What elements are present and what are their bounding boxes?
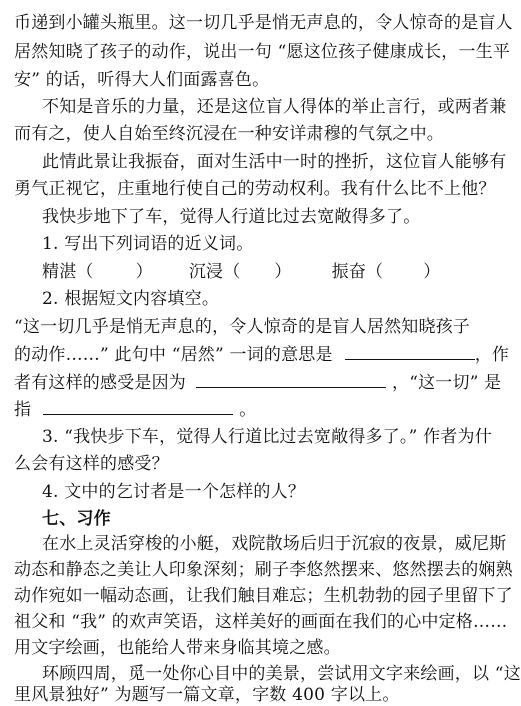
- paren-close-3: ）: [423, 262, 441, 282]
- question-4: 4. 文中的乞讨者是一个怎样的人？: [42, 482, 306, 502]
- passage-line-8: 我快步地下了车，觉得人行道比过去宽敞得多了。: [42, 207, 421, 227]
- passage-line-6: 此情此景让我振奋，面对生活中一时的挫折，这位盲人能够有: [42, 152, 507, 172]
- question-1: 1. 写出下列词语的近义词。: [42, 234, 254, 254]
- word-chenjin: 沉浸（: [188, 262, 241, 282]
- fill-blank-1[interactable]: [345, 343, 475, 360]
- section-7-para-2-line-2: 里风景独好” 为题写一篇文章，字数 400 字以上。: [14, 685, 400, 705]
- question-2: 2. 根据短文内容填空。: [42, 289, 220, 309]
- passage-line-1: 币递到小罐头瓶里。这一切几乎是悄无声息的，令人惊奇的是盲人: [14, 13, 513, 33]
- question-2-line-2: 的动作……” 此句中 “居然” 一词的意思是 ，作: [14, 345, 510, 365]
- section-7-para-1-line-3: 动作宛如一幅动态画，让我们触目难忘；生机勃勃的园子里留下了: [14, 586, 513, 606]
- paren-close-2: ）: [274, 262, 292, 282]
- passage-line-5: 而有之，使人自始至终沉浸在一种安详肃穆的气氛之中。: [14, 124, 444, 144]
- passage-line-7: 勇气正视它，庄重地行使自己的劳动权利。我有什么比不上他？: [14, 179, 496, 199]
- section-7-heading: 七、习作: [42, 509, 111, 529]
- passage-line-2: 居然知晓了孩子的动作，说出一句 “愿这位孩子健康成长，一生平: [14, 42, 511, 62]
- question-3-line-1: 3. “我快步下车，觉得人行道比过去宽敞得多了。” 作者为什: [42, 427, 492, 447]
- question-2-line-1: “这一切几乎是悄无声息的，令人惊奇的是盲人居然知晓孩子: [14, 317, 471, 337]
- question-2-line-4: 指 。: [14, 400, 257, 420]
- section-7-para-1-line-1: 在水上灵活穿梭的小艇，戏院散场后归于沉寂的夜景，威尼斯: [42, 534, 507, 554]
- synonym-row: [42, 261, 440, 283]
- question-3-line-2: 么会有这样的感受？: [14, 454, 169, 474]
- fill-blank-2[interactable]: [196, 371, 386, 388]
- word-zhenfen: 振奋（: [331, 262, 384, 282]
- paren-close-1: ）: [135, 262, 153, 282]
- section-7-para-1-line-5: 用文字绘画，也能给人带来身临其境之感。: [14, 638, 341, 658]
- passage-line-4: 不知是音乐的力量，还是这位盲人得体的举止言行，或两者兼: [42, 97, 507, 117]
- question-2-line-3: 者有这样的感受是因为 ，“这一切” 是: [14, 373, 502, 393]
- section-7-para-1-line-2: 动态和静态之美让人印象深刻；刷子李悠然摆来、悠然摆去的娴熟: [14, 560, 513, 580]
- passage-line-3: 安” 的话，听得大人们面露喜色。: [14, 70, 270, 90]
- section-7-para-2-line-1: 环顾四周，觅一处你心目中的美景，尝试用文字来绘画，以 “这: [42, 664, 521, 684]
- fill-blank-3[interactable]: [43, 398, 233, 415]
- section-7-para-1-line-4: 祖父和 “我” 的欢声笑语，这样美好的画面在我们的心中定格……: [14, 612, 508, 632]
- word-jingzhan: 精湛（: [42, 262, 94, 282]
